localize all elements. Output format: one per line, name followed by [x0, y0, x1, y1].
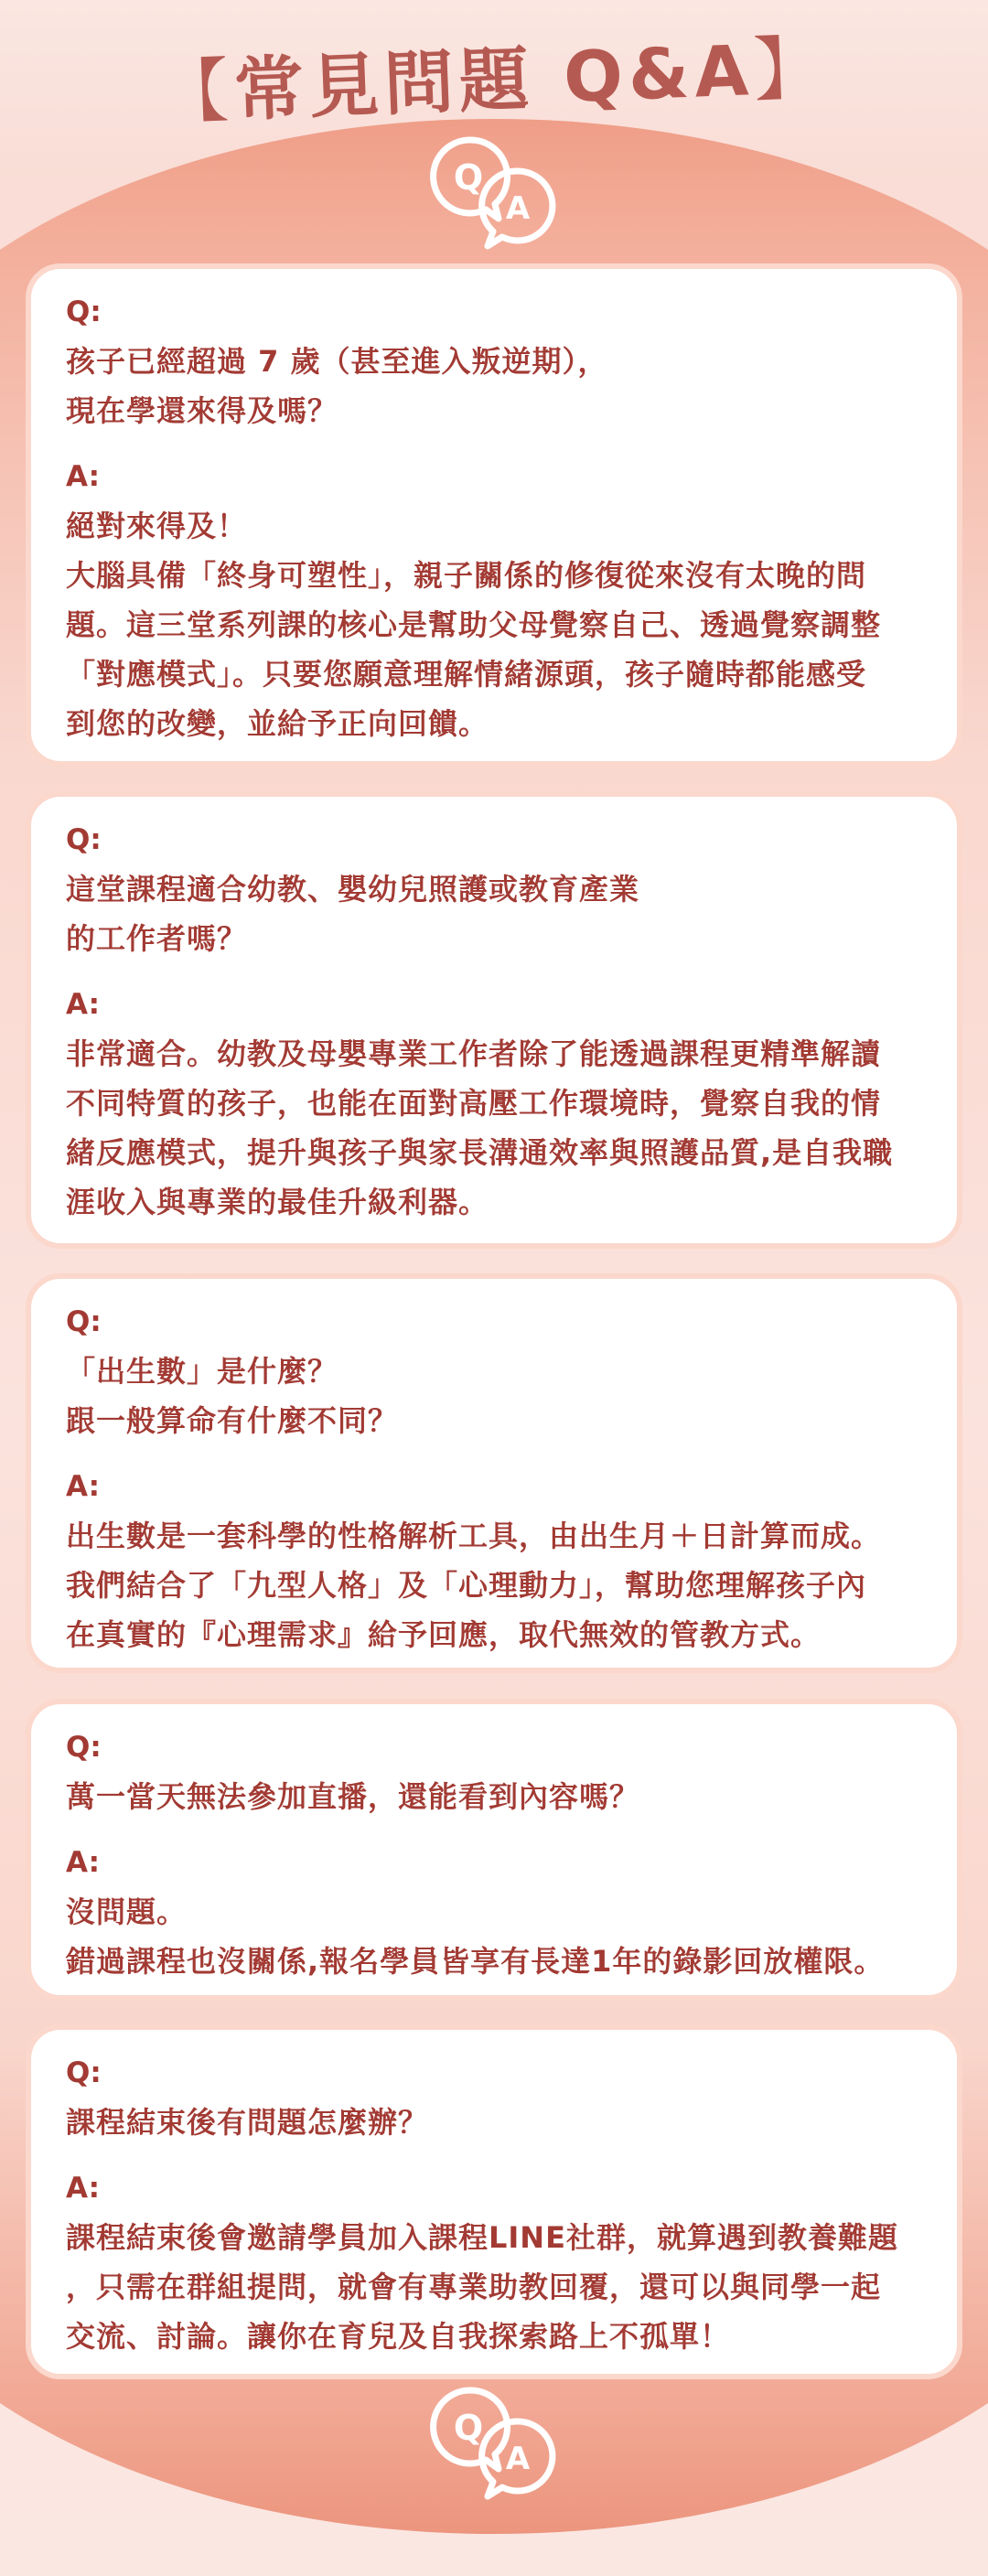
answer-text: 課程結束後會邀請學員加入課程LINE社群，就算遇到教養難題 ，只需在群組提問，就會有專業助教回覆，還可以與同學一起 交流、討論。讓你在育兒及自我探索路上不孤單！ — [66, 2220, 898, 2354]
answer-text: 非常適合。幼教及母嬰專業工作者除了能透過課程更精準解讀 不同特質的孩子，也能在面對高壓工作環境時，覺察自我的情 緒反應模式，提升與孩子與家長溝通效率與照護品質,是自我職 涯收入與專業的最佳升級利器。 — [66, 1036, 894, 1219]
faq-card — [26, 2024, 962, 2379]
question-label: Q: — [66, 1305, 102, 1338]
qa-bubble-icon — [425, 2383, 563, 2502]
answer-label: A: — [66, 988, 100, 1021]
question-text: 孩子已經超過 7 歲（甚至進入叛逆期）， 現在學還來得及嗎？ — [66, 344, 608, 428]
svg-text:A: A — [505, 190, 531, 227]
answer-text: 沒問題。 錯過課程也沒關係,報名學員皆享有長達1年的錄影回放權限。 — [66, 1894, 885, 1979]
svg-text:Q: Q — [453, 2408, 484, 2448]
faq-card — [26, 1699, 962, 2001]
question-label: Q: — [66, 823, 102, 856]
answer-text: 出生數是一套科學的性格解析工具，由出生月＋日計算而成。 我們結合了「九型人格」及「心理動力」，幫助您理解孩子內 在真實的『心理需求』給予回應，取代無效的管教方式。 — [66, 1519, 882, 1652]
answer-label: A: — [66, 1470, 100, 1503]
question-label: Q: — [66, 1731, 102, 1764]
title-bracket-right: 】 — [752, 26, 831, 112]
svg-text:A: A — [505, 2441, 531, 2477]
title-text: 常見問題 Q&A — [232, 29, 756, 131]
title-bracket-left: 【 — [157, 48, 236, 134]
question-text: 這堂課程適合幼教、嬰幼兒照護或教育產業 的工作者嗎？ — [66, 872, 640, 956]
question-text: 「出生數」是什麼？ 跟一般算命有什麼不同？ — [66, 1354, 399, 1438]
qa-bubble-icon — [425, 133, 563, 252]
question-text: 課程結束後有問題怎麼辦？ — [66, 2105, 429, 2140]
answer-label: A: — [66, 2172, 100, 2205]
question-text: 萬一當天無法參加直播，還能看到內容嗎？ — [66, 1779, 640, 1814]
faq-card — [26, 1273, 962, 1673]
answer-label: A: — [66, 1846, 100, 1879]
question-label: Q: — [66, 2056, 102, 2089]
answer-label: A: — [66, 460, 100, 493]
svg-text:Q: Q — [453, 157, 484, 198]
question-label: Q: — [66, 295, 102, 328]
answer-text: 絕對來得及！ 大腦具備「終身可塑性」，親子關係的修復從來沒有太晚的問 題。這三堂系列課的核心是幫助父母覺察自己、透過覺察調整 「對應模式」。只要您願意理解情緒源頭，孩子隨時都能感受 到您的改變，並給予正向回饋。 — [66, 509, 882, 741]
faq-card — [26, 791, 962, 1249]
faq-card — [26, 263, 962, 767]
